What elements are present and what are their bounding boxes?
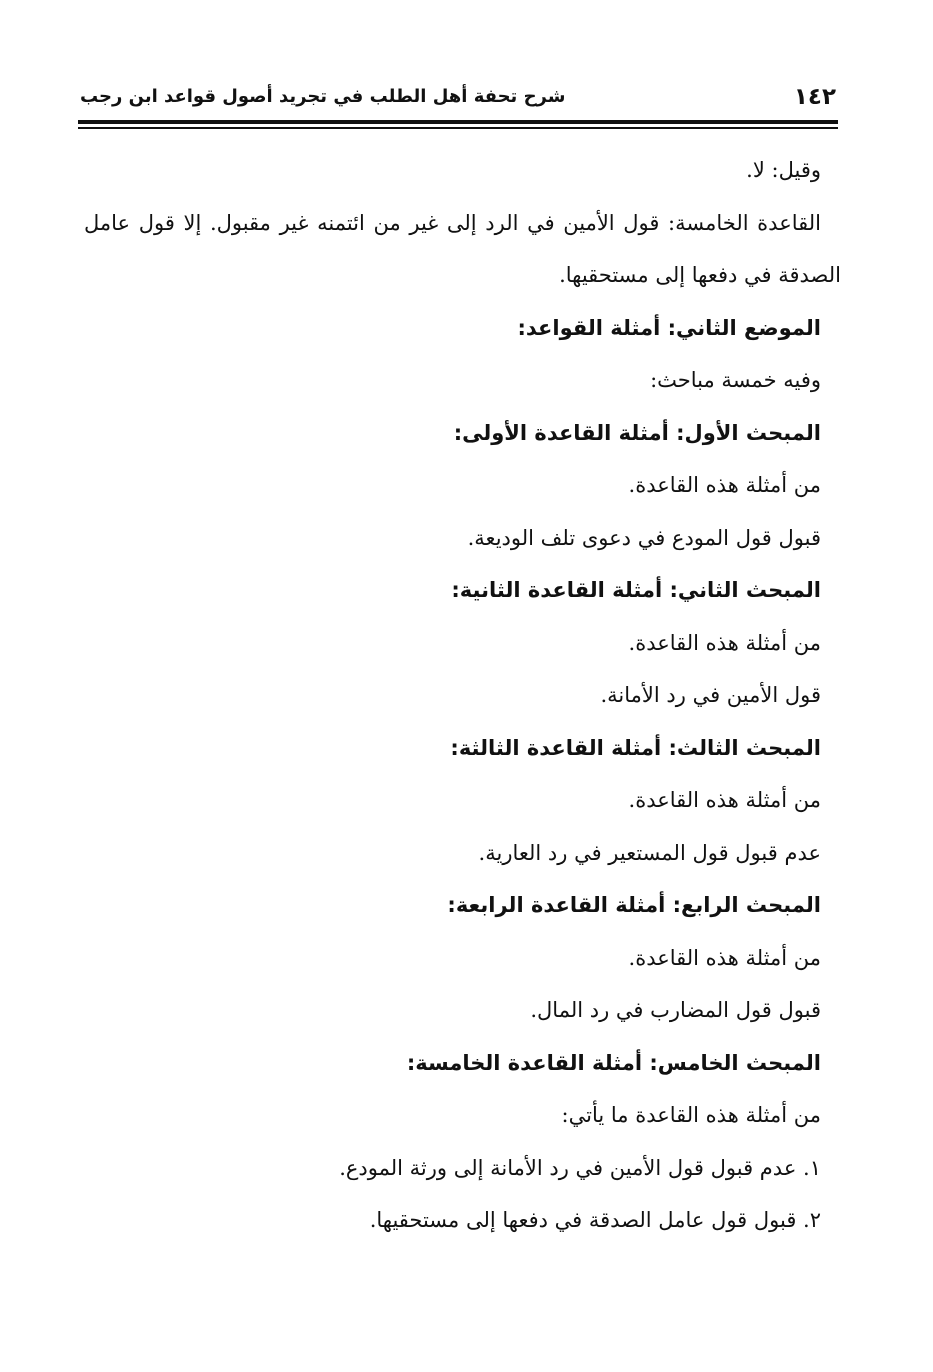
- body-line: وفيه خمسة مباحث:: [650, 368, 821, 392]
- body-line: وقيل: لا.: [746, 158, 821, 182]
- book-title: شرح تحفة أهل الطلب في تجريد أصول قواعد ابن رجب: [80, 86, 566, 107]
- page-body: [84, 144, 841, 1247]
- section-heading: الموضع الثاني: أمثلة القواعد:: [517, 315, 821, 340]
- list-item: ٢. قبول قول عامل الصدقة في دفعها إلى مستحقيها.: [369, 1208, 821, 1232]
- body-line: عدم قبول قول المستعير في رد العارية.: [478, 840, 821, 865]
- rule-five-paragraph-continued: الصدقة في دفعها إلى مستحقيها.: [559, 263, 841, 287]
- header-rule-thin: [78, 127, 838, 129]
- list-item: ١. عدم قبول قول الأمين في رد الأمانة إلى ورثة المودع.: [339, 1155, 821, 1180]
- topic-heading-1: المبحث الأول: أمثلة القاعدة الأولى:: [453, 420, 821, 445]
- topic-heading-4: المبحث الرابع: أمثلة القاعدة الرابعة:: [447, 893, 821, 917]
- body-line: من أمثلة هذه القاعدة.: [628, 945, 821, 970]
- body-line: من أمثلة هذه القاعدة ما يأتي:: [561, 1103, 821, 1127]
- body-line: قبول قول المودع في دعوى تلف الوديعة.: [467, 525, 821, 550]
- topic-heading-3: المبحث الثالث: أمثلة القاعدة الثالثة:: [450, 735, 821, 760]
- body-line: من أمثلة هذه القاعدة.: [628, 630, 821, 655]
- body-line: قبول قول المضارب في رد المال.: [530, 998, 821, 1022]
- header-rule-thick: [78, 120, 838, 124]
- body-line: من أمثلة هذه القاعدة.: [628, 788, 821, 812]
- running-header: [80, 80, 836, 114]
- rule-five-paragraph: القاعدة الخامسة: قول الأمين في الرد إلى غير من ائتمنه غير مقبول. إلا قول عامل: [84, 210, 821, 235]
- topic-heading-5: المبحث الخامس: أمثلة القاعدة الخامسة:: [406, 1050, 821, 1075]
- body-line: من أمثلة هذه القاعدة.: [628, 473, 821, 497]
- body-line: قول الأمين في رد الأمانة.: [600, 683, 821, 707]
- topic-heading-2: المبحث الثاني: أمثلة القاعدة الثانية:: [451, 578, 821, 602]
- page-number: ١٤٢: [793, 84, 836, 110]
